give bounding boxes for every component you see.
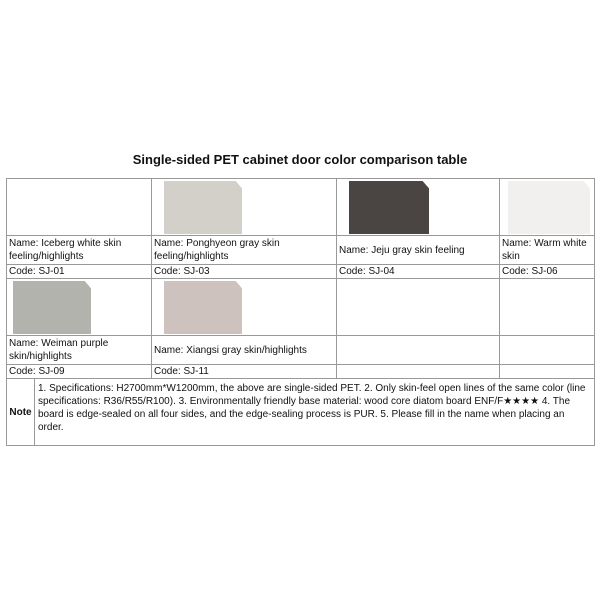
name-sj03: Name: Ponghyeon gray skin feeling/highlights [152, 236, 337, 265]
table-title: Single-sided PET cabinet door color comparison table [132, 152, 468, 167]
swatch-cell-sj03 [152, 179, 337, 236]
empty-cell [337, 336, 500, 365]
empty-cell [337, 279, 500, 336]
empty-cell [337, 365, 500, 379]
code-sj09: Code: SJ-09 [7, 365, 152, 379]
note-text: 1. Specifications: H2700mm*W1200mm, the above are single-sided PET. 2. Only skin-feel open lines of the same color (line specifications: R36/R55/R100). 3. Environmentally friendly base material: wood core diatom board ENF/F★★★★ 4. The board is edge-sealed on all four sides, and the edge-sealing process is PUR. 5. Please fill in the name when placing an order. [35, 379, 595, 446]
swatch-sj11 [164, 281, 242, 334]
code-sj03: Code: SJ-03 [152, 265, 337, 279]
swatch-cell-sj11 [152, 279, 337, 336]
code-sj04: Code: SJ-04 [337, 265, 500, 279]
name-sj01: Name: Iceberg white skin feeling/highlights [7, 236, 152, 265]
swatch-sj01 [9, 181, 89, 234]
empty-cell [500, 279, 595, 336]
swatch-cell-sj09 [7, 279, 152, 336]
name-sj04: Name: Jeju gray skin feeling [337, 236, 500, 265]
note-label: Note [7, 379, 35, 446]
swatch-cell-sj01 [7, 179, 152, 236]
swatch-cell-sj06 [500, 179, 595, 236]
code-sj11: Code: SJ-11 [152, 365, 337, 379]
swatch-cell-sj04 [337, 179, 500, 236]
code-sj06: Code: SJ-06 [500, 265, 595, 279]
empty-cell [500, 365, 595, 379]
swatch-sj03 [164, 181, 242, 234]
swatch-sj06 [508, 181, 590, 234]
empty-cell [500, 336, 595, 365]
name-sj09: Name: Weiman purple skin/highlights [7, 336, 152, 365]
swatch-sj04 [349, 181, 429, 234]
color-comparison-table [6, 178, 595, 446]
code-sj01: Code: SJ-01 [7, 265, 152, 279]
swatch-sj09 [13, 281, 91, 334]
name-sj11: Name: Xiangsi gray skin/highlights [152, 336, 337, 365]
name-sj06: Name: Warm white skin [500, 236, 595, 265]
